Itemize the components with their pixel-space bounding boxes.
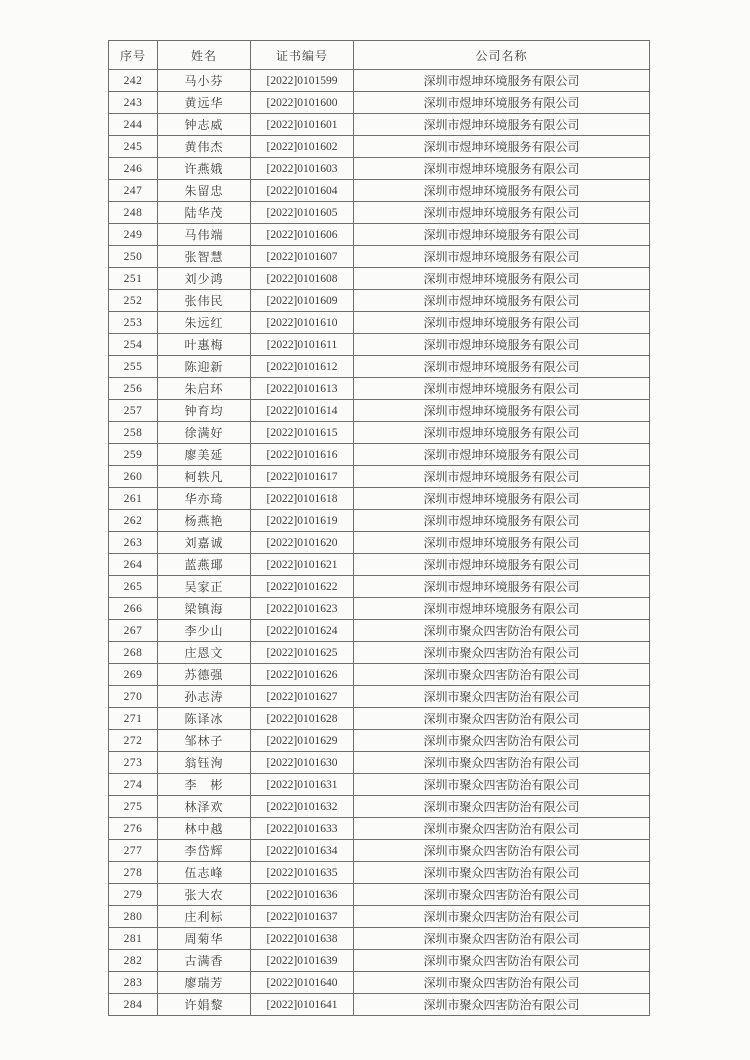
cell-name: 蓝燕瑘 xyxy=(158,554,251,576)
cell-no: 270 xyxy=(109,686,158,708)
cell-cert: [2022]0101599 xyxy=(251,70,354,92)
table-row xyxy=(109,356,650,378)
cell-no: 250 xyxy=(109,246,158,268)
cell-no: 267 xyxy=(109,620,158,642)
cell-comp: 深圳市煜坤环境服务有限公司 xyxy=(354,532,650,554)
cell-cert: [2022]0101600 xyxy=(251,92,354,114)
table-row xyxy=(109,862,650,884)
table-row xyxy=(109,158,650,180)
cell-no: 259 xyxy=(109,444,158,466)
cell-comp: 深圳市煜坤环境服务有限公司 xyxy=(354,92,650,114)
cell-cert: [2022]0101621 xyxy=(251,554,354,576)
cell-comp: 深圳市聚众四害防治有限公司 xyxy=(354,708,650,730)
cell-no: 268 xyxy=(109,642,158,664)
cell-no: 243 xyxy=(109,92,158,114)
cell-name: 徐满好 xyxy=(158,422,251,444)
cell-name: 李 彬 xyxy=(158,774,251,796)
cell-name: 刘嘉诚 xyxy=(158,532,251,554)
cell-comp: 深圳市煜坤环境服务有限公司 xyxy=(354,576,650,598)
cell-cert: [2022]0101608 xyxy=(251,268,354,290)
table-header-row xyxy=(109,41,650,70)
table-row xyxy=(109,312,650,334)
cell-name: 张智慧 xyxy=(158,246,251,268)
certificate-table xyxy=(108,40,650,1016)
cell-cert: [2022]0101635 xyxy=(251,862,354,884)
cell-comp: 深圳市聚众四害防治有限公司 xyxy=(354,686,650,708)
cell-name: 钟育均 xyxy=(158,400,251,422)
cell-no: 272 xyxy=(109,730,158,752)
cell-no: 271 xyxy=(109,708,158,730)
cell-no: 282 xyxy=(109,950,158,972)
cell-cert: [2022]0101633 xyxy=(251,818,354,840)
cell-comp: 深圳市煜坤环境服务有限公司 xyxy=(354,510,650,532)
cell-cert: [2022]0101613 xyxy=(251,378,354,400)
cell-name: 翁钰洵 xyxy=(158,752,251,774)
cell-no: 274 xyxy=(109,774,158,796)
cell-name: 马伟端 xyxy=(158,224,251,246)
table-row xyxy=(109,334,650,356)
cell-comp: 深圳市煜坤环境服务有限公司 xyxy=(354,334,650,356)
cell-comp: 深圳市聚众四害防治有限公司 xyxy=(354,774,650,796)
table-row xyxy=(109,466,650,488)
cell-cert: [2022]0101627 xyxy=(251,686,354,708)
cell-no: 251 xyxy=(109,268,158,290)
cell-comp: 深圳市煜坤环境服务有限公司 xyxy=(354,444,650,466)
table-row xyxy=(109,510,650,532)
cell-name: 李岱辉 xyxy=(158,840,251,862)
cell-name: 梁镇海 xyxy=(158,598,251,620)
cell-no: 266 xyxy=(109,598,158,620)
cell-no: 258 xyxy=(109,422,158,444)
cell-name: 叶惠梅 xyxy=(158,334,251,356)
table-row xyxy=(109,92,650,114)
cell-cert: [2022]0101634 xyxy=(251,840,354,862)
table-row xyxy=(109,488,650,510)
cell-name: 陆华茂 xyxy=(158,202,251,224)
table-row xyxy=(109,620,650,642)
cell-comp: 深圳市聚众四害防治有限公司 xyxy=(354,664,650,686)
cell-no: 280 xyxy=(109,906,158,928)
cell-name: 苏德强 xyxy=(158,664,251,686)
table-row xyxy=(109,972,650,994)
cell-cert: [2022]0101630 xyxy=(251,752,354,774)
cell-name: 朱启环 xyxy=(158,378,251,400)
table-row xyxy=(109,444,650,466)
table-row xyxy=(109,422,650,444)
cell-name: 马小芬 xyxy=(158,70,251,92)
cell-no: 277 xyxy=(109,840,158,862)
cell-no: 263 xyxy=(109,532,158,554)
cell-comp: 深圳市煜坤环境服务有限公司 xyxy=(354,158,650,180)
table-row xyxy=(109,224,650,246)
cell-no: 284 xyxy=(109,994,158,1016)
cell-no: 281 xyxy=(109,928,158,950)
table-row xyxy=(109,114,650,136)
cell-cert: [2022]0101619 xyxy=(251,510,354,532)
cell-cert: [2022]0101604 xyxy=(251,180,354,202)
cell-no: 248 xyxy=(109,202,158,224)
cell-comp: 深圳市煜坤环境服务有限公司 xyxy=(354,70,650,92)
cell-name: 陈译冰 xyxy=(158,708,251,730)
header-certificate-number: 证书编号 xyxy=(251,41,354,70)
cell-cert: [2022]0101636 xyxy=(251,884,354,906)
cell-no: 246 xyxy=(109,158,158,180)
cell-name: 吴家正 xyxy=(158,576,251,598)
cell-no: 244 xyxy=(109,114,158,136)
cell-cert: [2022]0101624 xyxy=(251,620,354,642)
cell-no: 278 xyxy=(109,862,158,884)
cell-name: 古满香 xyxy=(158,950,251,972)
cell-comp: 深圳市煜坤环境服务有限公司 xyxy=(354,356,650,378)
table-row xyxy=(109,642,650,664)
cell-comp: 深圳市聚众四害防治有限公司 xyxy=(354,642,650,664)
cell-cert: [2022]0101637 xyxy=(251,906,354,928)
cell-comp: 深圳市聚众四害防治有限公司 xyxy=(354,928,650,950)
cell-name: 周菊华 xyxy=(158,928,251,950)
cell-comp: 深圳市聚众四害防治有限公司 xyxy=(354,730,650,752)
cell-no: 273 xyxy=(109,752,158,774)
cell-no: 242 xyxy=(109,70,158,92)
cell-cert: [2022]0101618 xyxy=(251,488,354,510)
cell-no: 261 xyxy=(109,488,158,510)
cell-cert: [2022]0101622 xyxy=(251,576,354,598)
table-row xyxy=(109,70,650,92)
cell-cert: [2022]0101623 xyxy=(251,598,354,620)
header-company-name: 公司名称 xyxy=(354,41,650,70)
cell-name: 庄恩文 xyxy=(158,642,251,664)
cell-cert: [2022]0101606 xyxy=(251,224,354,246)
cell-comp: 深圳市聚众四害防治有限公司 xyxy=(354,840,650,862)
cell-name: 许娟黎 xyxy=(158,994,251,1016)
cell-comp: 深圳市聚众四害防治有限公司 xyxy=(354,752,650,774)
cell-no: 256 xyxy=(109,378,158,400)
table-row xyxy=(109,796,650,818)
cell-comp: 深圳市煜坤环境服务有限公司 xyxy=(354,180,650,202)
cell-no: 260 xyxy=(109,466,158,488)
table-row xyxy=(109,994,650,1016)
cell-no: 254 xyxy=(109,334,158,356)
cell-no: 257 xyxy=(109,400,158,422)
cell-name: 庄利标 xyxy=(158,906,251,928)
cell-cert: [2022]0101631 xyxy=(251,774,354,796)
cell-no: 269 xyxy=(109,664,158,686)
cell-no: 275 xyxy=(109,796,158,818)
table-row xyxy=(109,268,650,290)
cell-name: 杨燕艳 xyxy=(158,510,251,532)
table-body xyxy=(109,70,650,1016)
cell-cert: [2022]0101628 xyxy=(251,708,354,730)
cell-name: 孙志涛 xyxy=(158,686,251,708)
cell-comp: 深圳市煜坤环境服务有限公司 xyxy=(354,400,650,422)
cell-cert: [2022]0101612 xyxy=(251,356,354,378)
header-name: 姓名 xyxy=(158,41,251,70)
cell-comp: 深圳市煜坤环境服务有限公司 xyxy=(354,378,650,400)
table-row xyxy=(109,664,650,686)
cell-cert: [2022]0101626 xyxy=(251,664,354,686)
cell-comp: 深圳市聚众四害防治有限公司 xyxy=(354,994,650,1016)
cell-cert: [2022]0101625 xyxy=(251,642,354,664)
cell-name: 柯轶凡 xyxy=(158,466,251,488)
cell-name: 李少山 xyxy=(158,620,251,642)
cell-cert: [2022]0101602 xyxy=(251,136,354,158)
cell-comp: 深圳市煜坤环境服务有限公司 xyxy=(354,554,650,576)
cell-cert: [2022]0101617 xyxy=(251,466,354,488)
cell-name: 林泽欢 xyxy=(158,796,251,818)
table-row xyxy=(109,686,650,708)
cell-comp: 深圳市聚众四害防治有限公司 xyxy=(354,796,650,818)
cell-no: 249 xyxy=(109,224,158,246)
cell-no: 276 xyxy=(109,818,158,840)
cell-cert: [2022]0101610 xyxy=(251,312,354,334)
cell-comp: 深圳市煜坤环境服务有限公司 xyxy=(354,136,650,158)
cell-cert: [2022]0101615 xyxy=(251,422,354,444)
table-row xyxy=(109,576,650,598)
table-row xyxy=(109,884,650,906)
cell-name: 廖瑞芳 xyxy=(158,972,251,994)
table-row xyxy=(109,774,650,796)
header-serial-number: 序号 xyxy=(109,41,158,70)
cell-name: 邹林子 xyxy=(158,730,251,752)
cell-cert: [2022]0101640 xyxy=(251,972,354,994)
cell-no: 265 xyxy=(109,576,158,598)
cell-comp: 深圳市聚众四害防治有限公司 xyxy=(354,884,650,906)
table-row xyxy=(109,752,650,774)
cell-name: 刘少鸿 xyxy=(158,268,251,290)
cell-comp: 深圳市煜坤环境服务有限公司 xyxy=(354,422,650,444)
table-row xyxy=(109,840,650,862)
cell-cert: [2022]0101605 xyxy=(251,202,354,224)
cell-comp: 深圳市煜坤环境服务有限公司 xyxy=(354,488,650,510)
cell-no: 255 xyxy=(109,356,158,378)
cell-cert: [2022]0101632 xyxy=(251,796,354,818)
cell-cert: [2022]0101638 xyxy=(251,928,354,950)
cell-no: 245 xyxy=(109,136,158,158)
table-row xyxy=(109,180,650,202)
cell-name: 廖美延 xyxy=(158,444,251,466)
cell-name: 黄远华 xyxy=(158,92,251,114)
cell-comp: 深圳市聚众四害防治有限公司 xyxy=(354,950,650,972)
cell-cert: [2022]0101641 xyxy=(251,994,354,1016)
cell-cert: [2022]0101609 xyxy=(251,290,354,312)
cell-comp: 深圳市煜坤环境服务有限公司 xyxy=(354,224,650,246)
cell-cert: [2022]0101616 xyxy=(251,444,354,466)
cell-comp: 深圳市煜坤环境服务有限公司 xyxy=(354,246,650,268)
cell-comp: 深圳市煜坤环境服务有限公司 xyxy=(354,114,650,136)
cell-name: 林中越 xyxy=(158,818,251,840)
cell-name: 伍志峰 xyxy=(158,862,251,884)
cell-cert: [2022]0101601 xyxy=(251,114,354,136)
cell-name: 华亦琦 xyxy=(158,488,251,510)
cell-no: 252 xyxy=(109,290,158,312)
cell-name: 朱留忠 xyxy=(158,180,251,202)
cell-comp: 深圳市聚众四害防治有限公司 xyxy=(354,862,650,884)
table-row xyxy=(109,290,650,312)
cell-cert: [2022]0101607 xyxy=(251,246,354,268)
table-row xyxy=(109,818,650,840)
cell-name: 黄伟杰 xyxy=(158,136,251,158)
table-row xyxy=(109,928,650,950)
cell-comp: 深圳市煜坤环境服务有限公司 xyxy=(354,598,650,620)
table-row xyxy=(109,246,650,268)
table-row xyxy=(109,202,650,224)
cell-cert: [2022]0101629 xyxy=(251,730,354,752)
table-row xyxy=(109,950,650,972)
cell-no: 262 xyxy=(109,510,158,532)
cell-no: 279 xyxy=(109,884,158,906)
cell-name: 陈迎新 xyxy=(158,356,251,378)
cell-cert: [2022]0101620 xyxy=(251,532,354,554)
table-row xyxy=(109,906,650,928)
cell-cert: [2022]0101614 xyxy=(251,400,354,422)
cell-no: 283 xyxy=(109,972,158,994)
table-row xyxy=(109,400,650,422)
table-row xyxy=(109,598,650,620)
cell-cert: [2022]0101611 xyxy=(251,334,354,356)
cell-comp: 深圳市聚众四害防治有限公司 xyxy=(354,972,650,994)
table-row xyxy=(109,136,650,158)
table-row xyxy=(109,378,650,400)
cell-name: 钟志威 xyxy=(158,114,251,136)
cell-name: 许燕娥 xyxy=(158,158,251,180)
cell-comp: 深圳市聚众四害防治有限公司 xyxy=(354,620,650,642)
cell-comp: 深圳市聚众四害防治有限公司 xyxy=(354,906,650,928)
cell-name: 张大农 xyxy=(158,884,251,906)
table-row xyxy=(109,708,650,730)
cell-comp: 深圳市煜坤环境服务有限公司 xyxy=(354,290,650,312)
cell-comp: 深圳市煜坤环境服务有限公司 xyxy=(354,202,650,224)
cell-comp: 深圳市聚众四害防治有限公司 xyxy=(354,818,650,840)
cell-comp: 深圳市煜坤环境服务有限公司 xyxy=(354,312,650,334)
cell-name: 朱远红 xyxy=(158,312,251,334)
cell-no: 247 xyxy=(109,180,158,202)
cell-comp: 深圳市煜坤环境服务有限公司 xyxy=(354,268,650,290)
cell-no: 264 xyxy=(109,554,158,576)
cell-cert: [2022]0101639 xyxy=(251,950,354,972)
cell-cert: [2022]0101603 xyxy=(251,158,354,180)
table-row xyxy=(109,554,650,576)
cell-comp: 深圳市煜坤环境服务有限公司 xyxy=(354,466,650,488)
table-row xyxy=(109,730,650,752)
cell-no: 253 xyxy=(109,312,158,334)
table-row xyxy=(109,532,650,554)
cell-name: 张伟民 xyxy=(158,290,251,312)
